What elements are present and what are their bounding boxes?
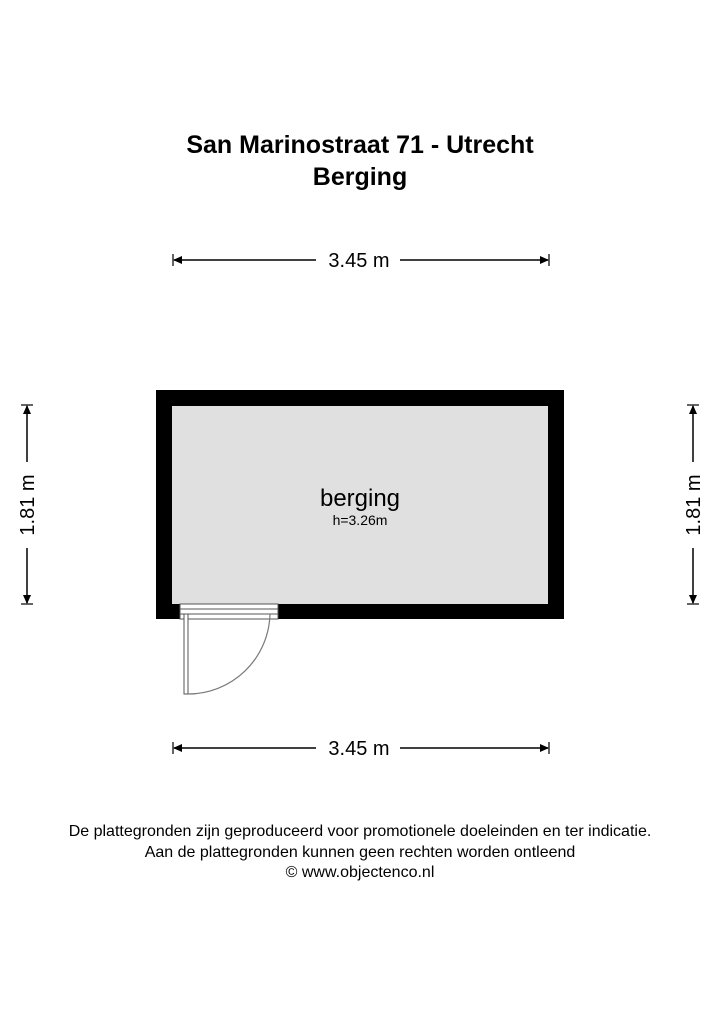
left-dimension-label: 1.81 m [17, 474, 39, 536]
room-name-label: berging [319, 485, 401, 512]
door-leaf [184, 614, 188, 694]
top-dimension-label: 3.45 m [328, 250, 390, 272]
wall-top [156, 390, 564, 406]
wall-bottom-right [278, 604, 564, 619]
plan-address-title: San Marinostraat 71 - Utrecht [186, 131, 534, 159]
wall-right [548, 390, 564, 619]
right-dimension-line [683, 405, 705, 604]
wall-left [156, 390, 172, 619]
right-dimension-label: 1.81 m [683, 474, 705, 536]
room-height-label: h=3.26m [332, 512, 388, 528]
wall-bottom-left [156, 604, 180, 619]
copyright-line: © www.objectenco.nl [285, 864, 435, 881]
bottom-dimension-label: 3.45 m [328, 738, 390, 760]
left-dimension-line [17, 405, 39, 604]
plan-floor-title: Berging [312, 163, 408, 191]
door [180, 604, 278, 694]
top-dimension-line [173, 250, 549, 272]
disclaimer-line-1: De plattegronden zijn geproduceerd voor promotionele doeleinden en ter indicatie. [68, 823, 652, 840]
disclaimer-line-2: Aan de plattegronden kunnen geen rechten worden ontleend [144, 844, 576, 861]
bottom-dimension-line [173, 738, 549, 760]
door-swing-arc [188, 614, 270, 694]
